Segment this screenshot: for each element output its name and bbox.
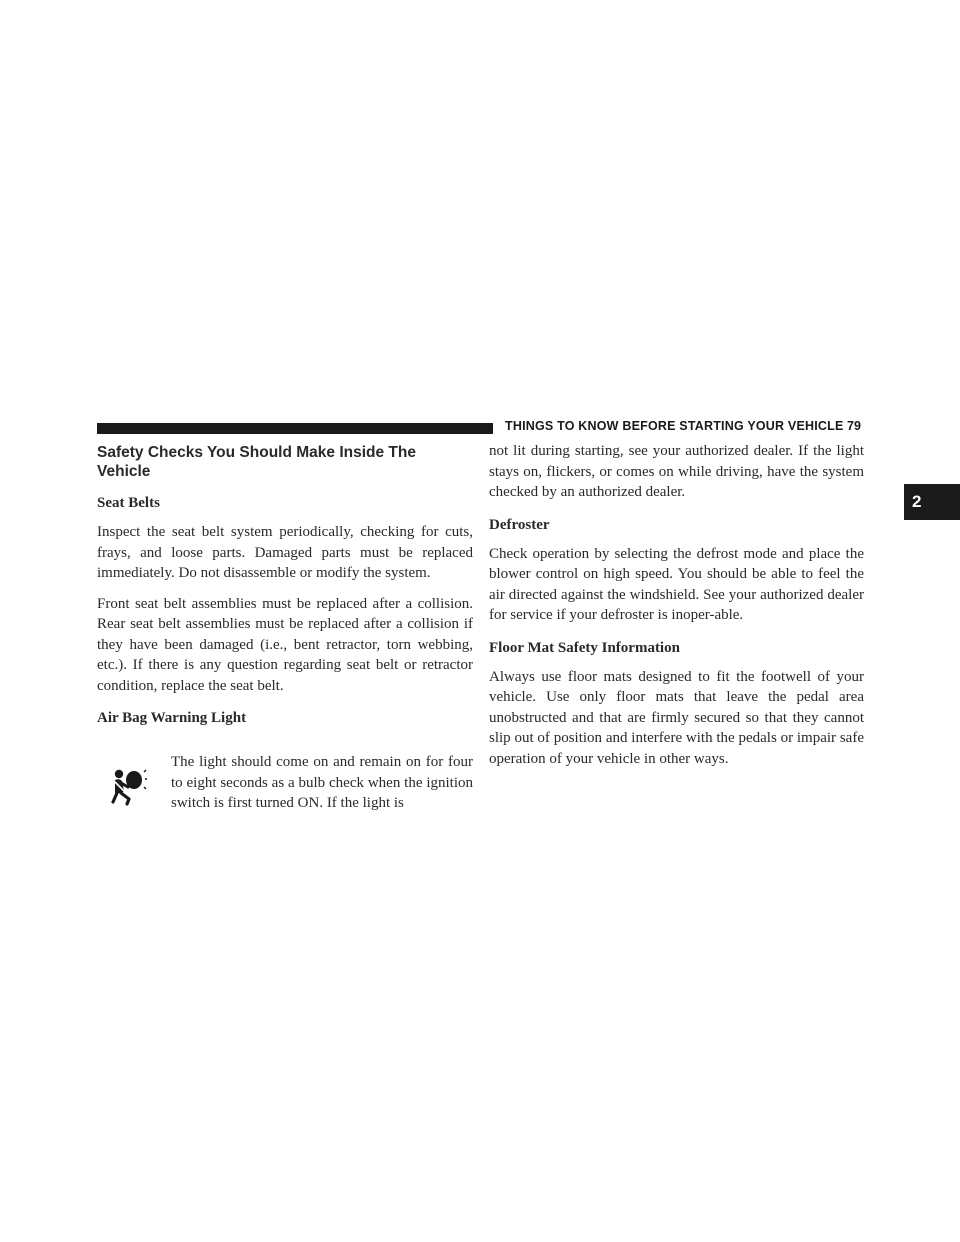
chapter-tab: 2 — [904, 484, 960, 520]
defroster-paragraph: Check operation by selecting the defrost mode and place the blower control on high speed. You should be able to feel the air directed against the windshield. See your authorized dealer for service if your defroster is inoper-able. — [489, 545, 864, 623]
seat-belts-heading: Seat Belts — [97, 495, 160, 511]
section-heading: Safety Checks You Should Make Inside The Vehicle — [97, 444, 416, 480]
airbag-warning-icon — [107, 767, 147, 807]
floor-mat-heading: Floor Mat Safety Information — [489, 639, 680, 656]
defroster-heading: Defroster — [489, 516, 550, 533]
right-column — [489, 440, 864, 779]
air-bag-heading: Air Bag Warning Light — [97, 710, 247, 726]
seat-belts-paragraph-1: Inspect the seat belt system periodically, checking for cuts, frays, and loose parts. Damaged parts must be replaced immediately. Do not disassemble or modify the system. — [97, 524, 473, 581]
floor-mat-paragraph: Always use floor mats designed to fit the footwell of your vehicle. Use only floor mats that leave the pedal area unobstructed and that are firmly secured so that they cannot slip out of position and interfere with the pedals or impair safe operation of your vehicle in other ways. — [489, 668, 864, 767]
seat-belts-paragraph-2: Front seat belt assemblies must be replaced after a collision. Rear seat belt assemblies must be replaced after a collision if they have been damaged (i.e., bent retractor, torn webbing, etc.). If there is any question regarding seat belt or retractor condition, replace the seat belt. — [97, 595, 473, 694]
header-bar — [97, 423, 493, 434]
air-bag-paragraph-continued: not lit during starting, see your authorized dealer. If the light stays on, flickers, or comes on while driving, have the system checked by an authorized dealer. — [489, 443, 864, 500]
air-bag-row — [97, 737, 473, 824]
running-header-title: THINGS TO KNOW BEFORE STARTING YOUR VEHICLE — [505, 419, 844, 433]
left-column — [97, 440, 473, 824]
air-bag-paragraph-1: The light should come on and remain on for four to eight seconds as a bulb check when the ignition switch is first turned ON. If the light is — [171, 754, 473, 811]
page-number: 79 — [847, 419, 861, 433]
